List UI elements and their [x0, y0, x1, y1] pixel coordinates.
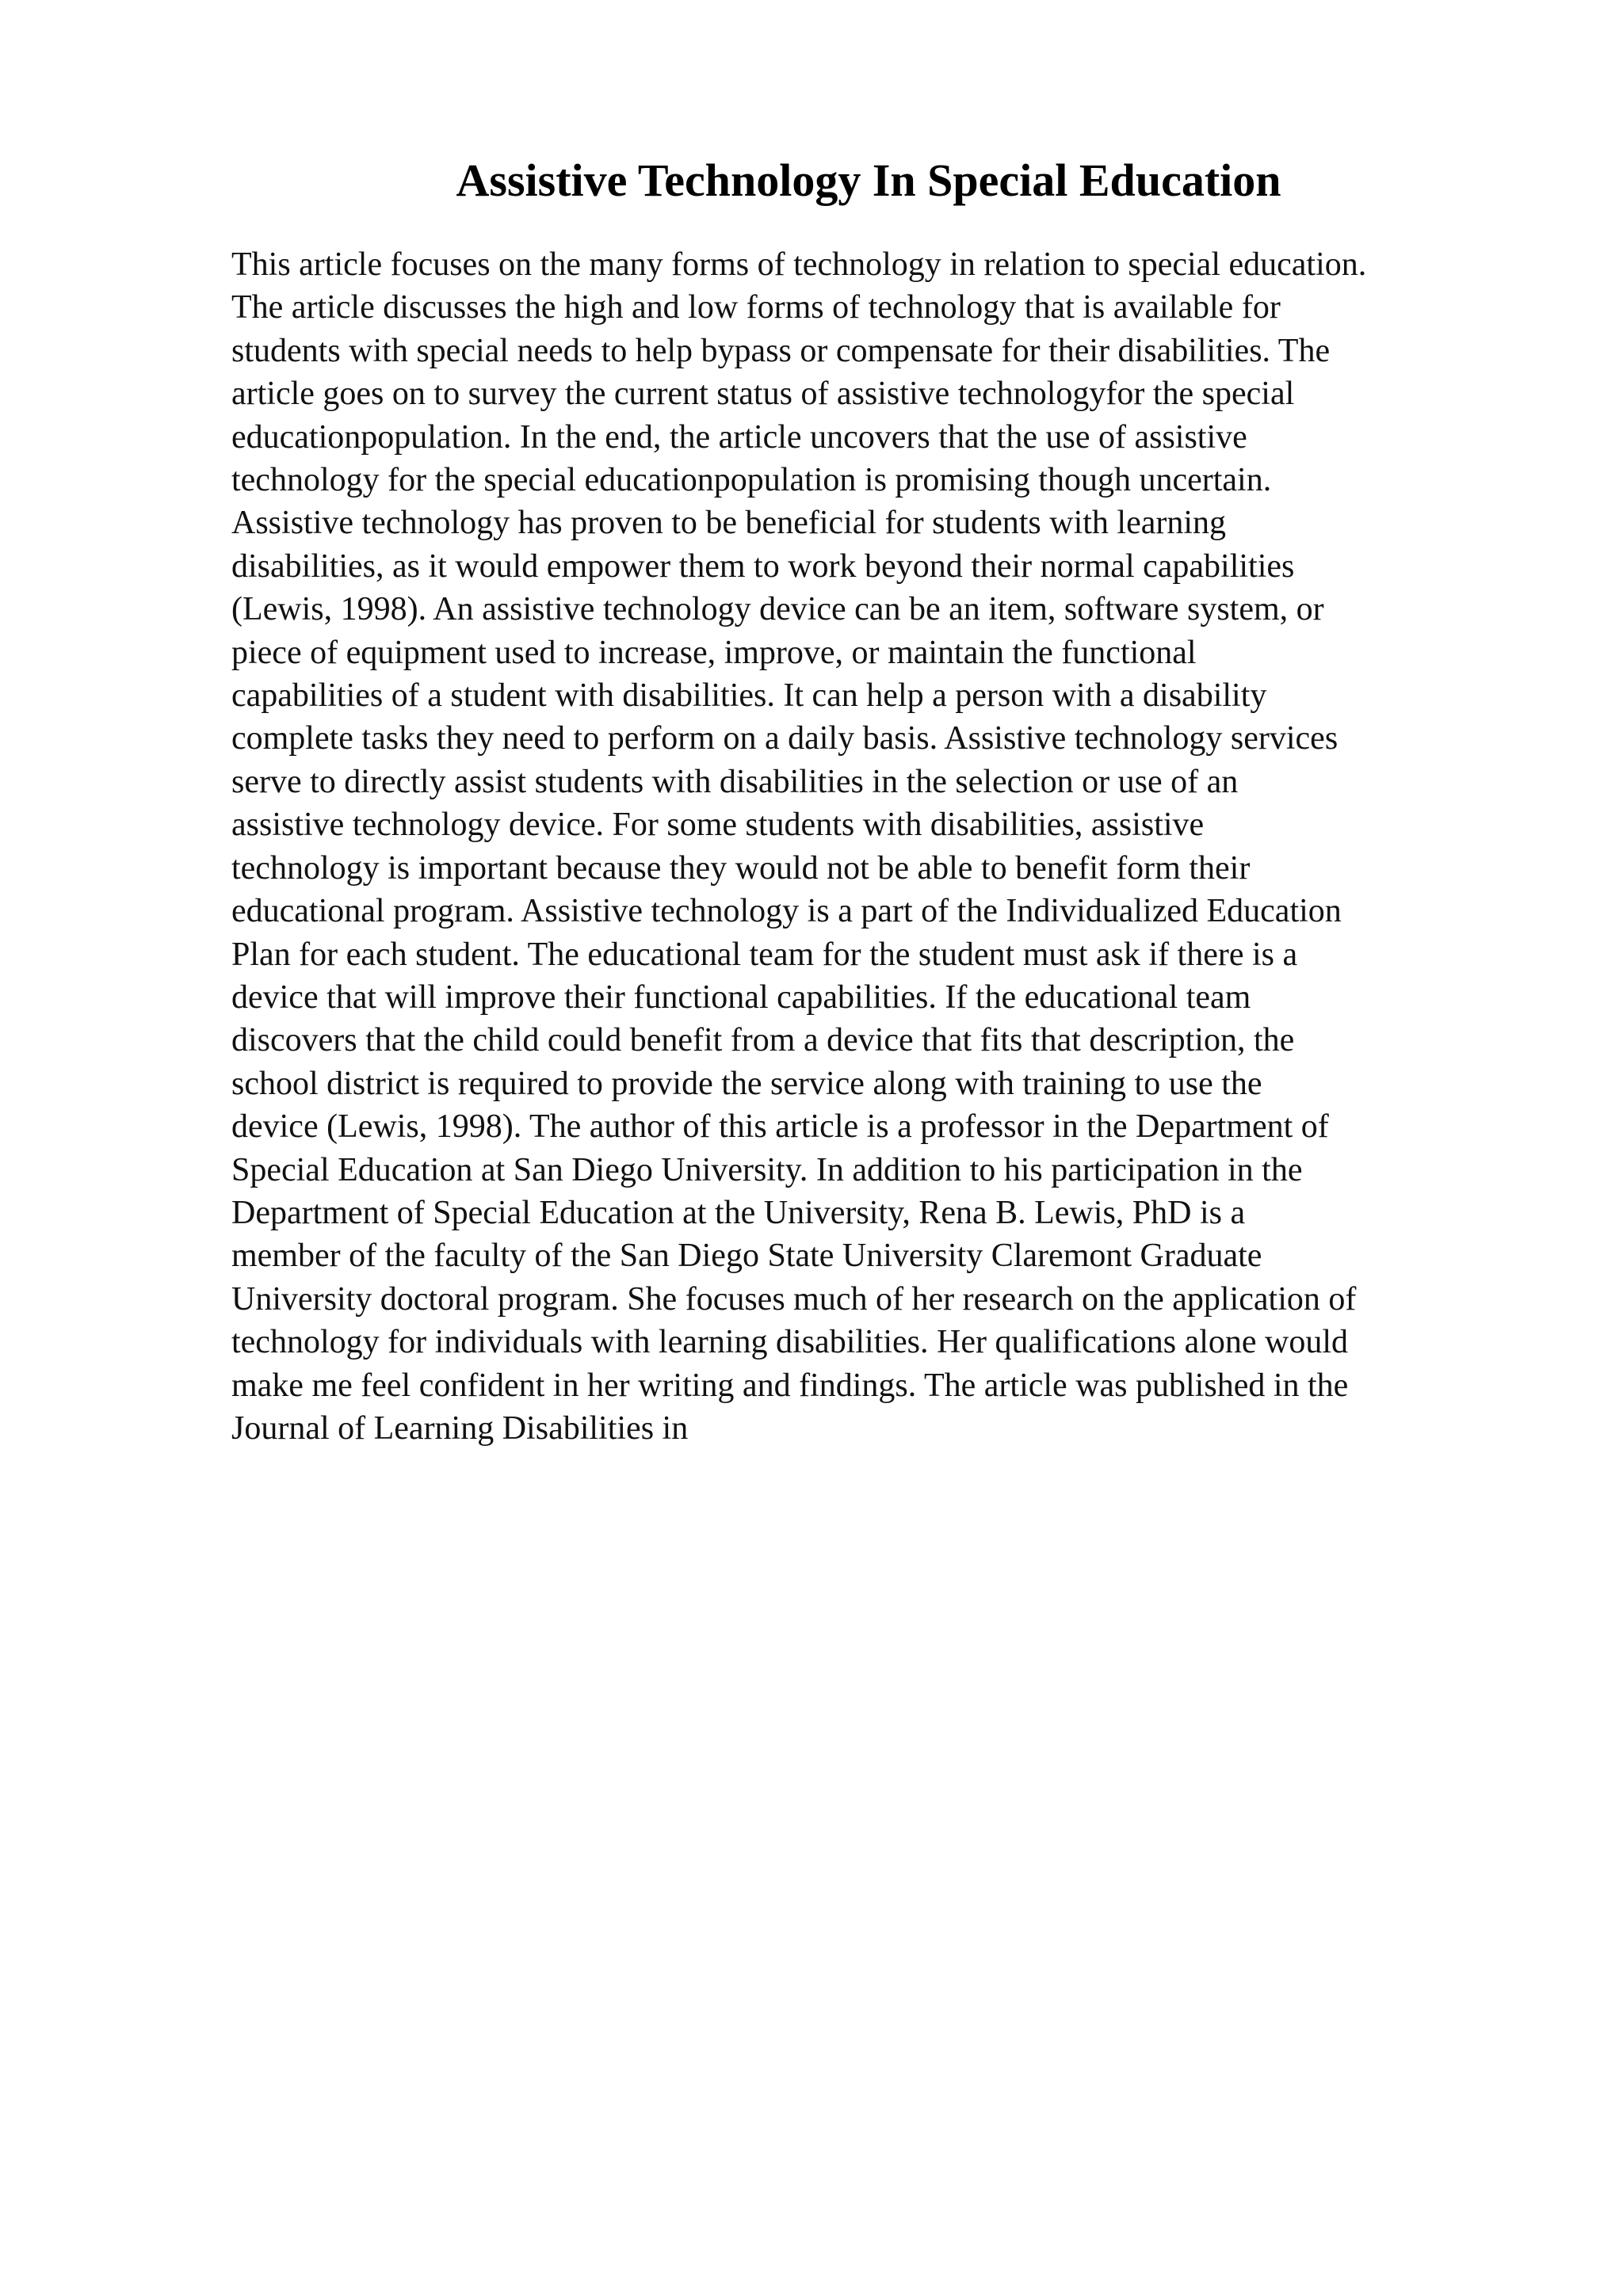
text-line: educational program. Assistive technology is a part of the Individualized Education	[231, 893, 1342, 930]
text-line: University doctoral program. She focuses much of her research on the application of	[231, 1280, 1357, 1318]
text-line: disabilities, as it would empower them to work beyond their normal capabilities	[231, 547, 1295, 585]
text-line: Special Education at San Diego University. In addition to his participation in the	[231, 1151, 1303, 1188]
text-line: serve to directly assist students with disabilities in the selection or use of an	[231, 763, 1239, 800]
text-line: educationpopulation. In the end, the article uncovers that the use of assistive	[231, 418, 1247, 456]
text-line: The article discusses the high and low forms of technology that is available for	[231, 289, 1281, 326]
text-line: technology for the special educationpopulation is promising though uncertain.	[231, 462, 1272, 499]
text-line: school district is required to provide the service along with training to use the	[231, 1065, 1262, 1102]
text-line: device that will improve their functional capabilities. If the educational team	[231, 978, 1251, 1016]
text-line: (Lewis, 1998). An assistive technology device can be an item, software system, or	[231, 591, 1324, 628]
text-line: article goes on to survey the current status of assistive technologyfor the special	[231, 376, 1295, 413]
text-line: piece of equipment used to increase, improve, or maintain the functional	[231, 634, 1197, 671]
text-line: member of the faculty of the San Diego State University Claremont Graduate	[231, 1238, 1262, 1275]
body-paragraph	[231, 243, 1579, 1450]
text-line: This article focuses on the many forms of technology in relation to special education.	[231, 246, 1367, 283]
text-line: make me feel confident in her writing and findings. The article was published in the	[231, 1367, 1349, 1404]
text-line: Assistive technology has proven to be beneficial for students with learning	[231, 505, 1227, 542]
document-title: Assistive Technology In Special Education	[456, 154, 1281, 206]
text-line: assistive technology device. For some students with disabilities, assistive	[231, 807, 1205, 844]
text-line: device (Lewis, 1998). The author of this article is a professor in the Department of	[231, 1108, 1329, 1146]
text-line: capabilities of a student with disabilities. It can help a person with a disability	[231, 677, 1267, 715]
text-line: Journal of Learning Disabilities in	[231, 1409, 689, 1447]
text-line: students with special needs to help bypass or compensate for their disabilities. The	[231, 332, 1331, 369]
text-line: technology is important because they would not be able to benefit form their	[231, 849, 1251, 887]
text-line: discovers that the child could benefit from a device that fits that description, the	[231, 1022, 1295, 1059]
text-line: technology for individuals with learning disabilities. Her qualifications alone would	[231, 1324, 1349, 1361]
text-line: Department of Special Education at the University, Rena B. Lewis, PhD is a	[231, 1194, 1246, 1231]
text-line: complete tasks they need to perform on a daily basis. Assistive technology services	[231, 720, 1338, 757]
text-line: Plan for each student. The educational team for the student must ask if there is a	[231, 936, 1298, 973]
